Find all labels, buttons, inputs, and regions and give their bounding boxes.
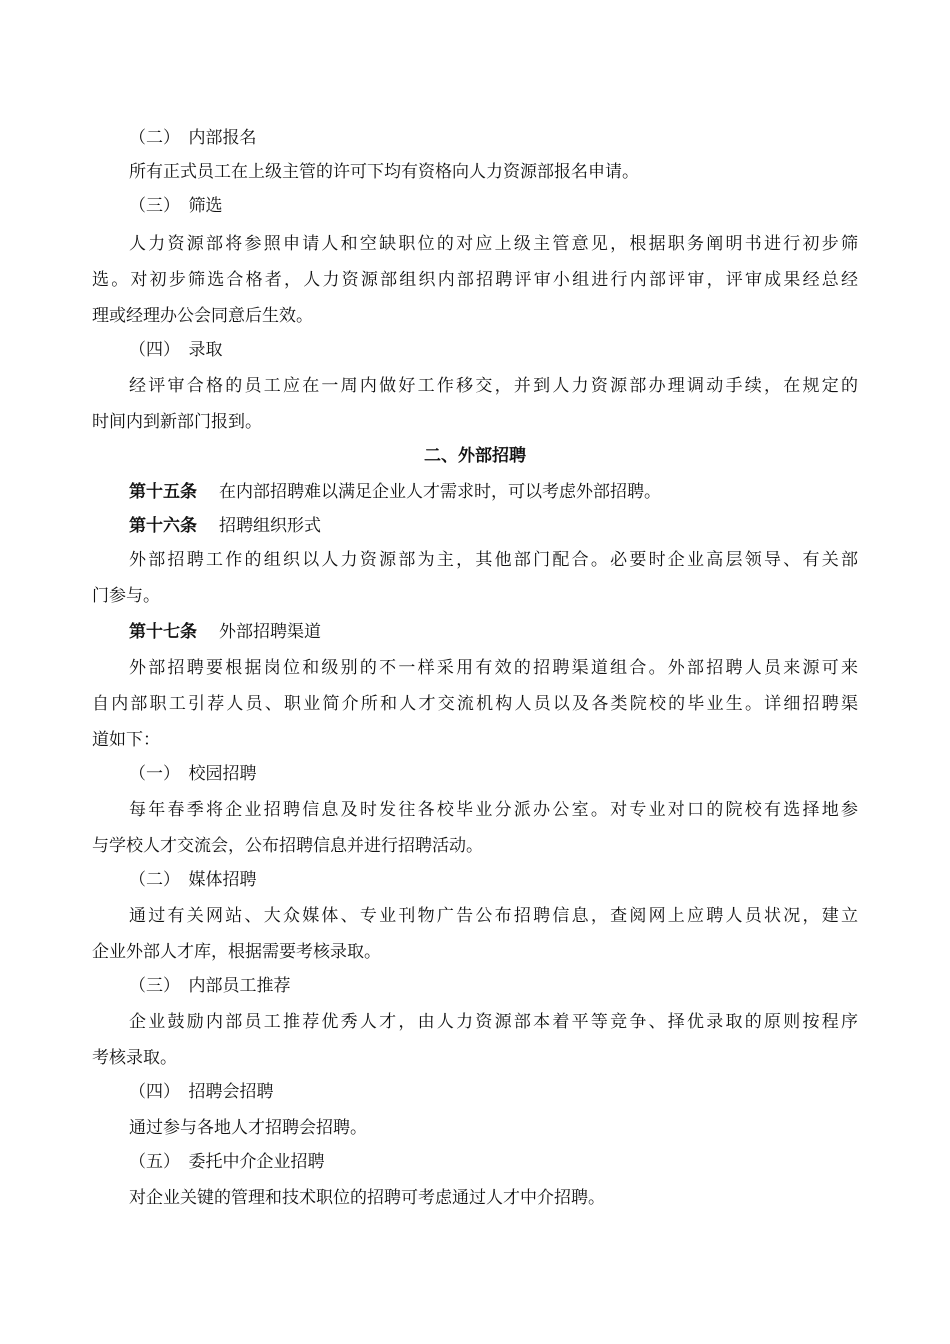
article-17 xyxy=(129,620,321,644)
subheading-internal-registration: （二） 内部报名 xyxy=(129,128,257,148)
paragraph-line: 对企业关键的管理和技术职位的招聘可考虑通过人才中介招聘。 xyxy=(129,1188,605,1208)
paragraph-line: 通过有关网站、大众媒体、专业刊物广告公布招聘信息，查阅网上应聘人员状况，建立 xyxy=(129,906,858,926)
article-16 xyxy=(129,514,321,538)
article-text: 招聘组织形式 xyxy=(219,516,321,536)
paragraph-line: 理或经理办公会同意后生效。 xyxy=(92,306,313,326)
paragraph-line: 选。对初步筛选合格者，人力资源部组织内部招聘评审小组进行内部评审，评审成果经总经 xyxy=(92,270,858,290)
paragraph-line: 门参与。 xyxy=(92,586,160,606)
paragraph-line: 时间内到新部门报到。 xyxy=(92,412,262,432)
paragraph-line: 企业外部人才库，根据需要考核录取。 xyxy=(92,942,381,962)
subheading-screening: （三） 筛选 xyxy=(129,196,223,216)
paragraph-line: 人力资源部将参照申请人和空缺职位的对应上级主管意见，根据职务阐明书进行初步筛 xyxy=(129,234,858,254)
paragraph-line: 所有正式员工在上级主管的许可下均有资格向人力资源部报名申请。 xyxy=(129,162,639,182)
paragraph-line: 企业鼓励内部员工推荐优秀人才，由人力资源部本着平等竞争、择优录取的原则按程序 xyxy=(129,1012,858,1032)
paragraph-line: 外部招聘要根据岗位和级别的不一样采用有效的招聘渠道组合。外部招聘人员来源可来 xyxy=(129,658,858,678)
paragraph-line: 自内部职工引荐人员、职业简介所和人才交流机构人员以及各类院校的毕业生。详细招聘渠 xyxy=(92,694,858,714)
article-label: 第十七条 xyxy=(129,622,197,642)
article-text: 外部招聘渠道 xyxy=(219,622,321,642)
article-15 xyxy=(129,480,661,504)
article-label: 第十六条 xyxy=(129,516,197,536)
subheading-agency: （五） 委托中介企业招聘 xyxy=(129,1152,325,1172)
paragraph-line: 道如下： xyxy=(92,730,160,750)
article-label: 第十五条 xyxy=(129,482,197,502)
paragraph-line: 考核录取。 xyxy=(92,1048,177,1068)
subheading-campus: （一） 校园招聘 xyxy=(129,764,257,784)
subheading-referral: （三） 内部员工推荐 xyxy=(129,976,291,996)
subheading-media: （二） 媒体招聘 xyxy=(129,870,257,890)
article-text: 在内部招聘难以满足企业人才需求时，可以考虑外部招聘。 xyxy=(219,482,661,502)
paragraph-line: 与学校人才交流会，公布招聘信息并进行招聘活动。 xyxy=(92,836,483,856)
paragraph-line: 每年春季将企业招聘信息及时发往各校毕业分派办公室。对专业对口的院校有选择地参 xyxy=(129,800,858,820)
subheading-job-fair: （四） 招聘会招聘 xyxy=(129,1082,274,1102)
paragraph-line: 通过参与各地人才招聘会招聘。 xyxy=(129,1118,367,1138)
section-title: 二、外部招聘 xyxy=(424,446,526,466)
subheading-admission: （四） 录取 xyxy=(129,340,223,360)
paragraph-line: 外部招聘工作的组织以人力资源部为主，其他部门配合。必要时企业高层领导、有关部 xyxy=(129,550,858,570)
paragraph-line: 经评审合格的员工应在一周内做好工作移交，并到人力资源部办理调动手续，在规定的 xyxy=(129,376,858,396)
